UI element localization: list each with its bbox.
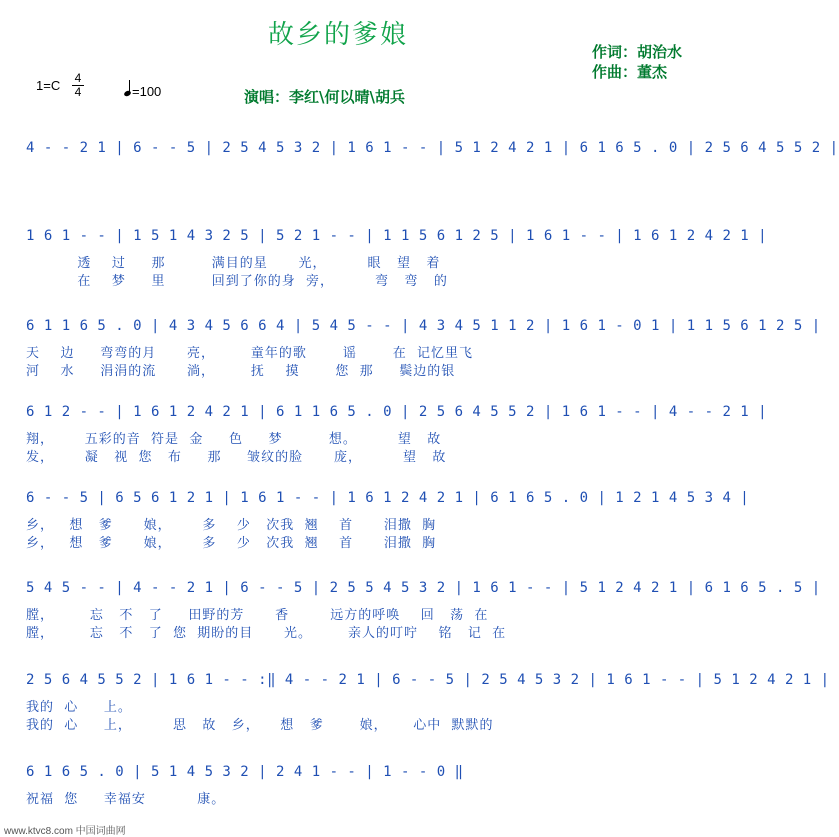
lyric-line: 我的 心 上， 思 故 乡， 想 爹 娘， 心中 默默的 [26, 718, 494, 733]
credits [592, 42, 682, 82]
notation-line: 4 - - 2 1 | 6 - - 5 | 2 5 4 5 3 2 | 1 6 1 - - | 5 1 2 4 2 1 | 6 1 6 5 . 0 | 2 5 6 4 5 5 2 | [26, 140, 839, 156]
time-top: 4 [74, 71, 82, 85]
lyric-line: 天 边 弯弯的月 亮， 童年的歌 谣 在 记忆里飞 [26, 346, 474, 361]
lyric-line: 河 水 涓涓的流 淌， 抚 摸 您 那 鬓边的银 [26, 364, 456, 379]
notation-line: 6 1 2 - - | 1 6 1 2 4 2 1 | 6 1 1 6 5 . 0 | 2 5 6 4 5 5 2 | 1 6 1 - - | 4 - - 2 1 | [26, 404, 768, 420]
lyric-line: 发， 凝 视 您 布 那 皱纹的脸 庞， 望 故 [26, 450, 447, 465]
quarter-note-icon [123, 90, 131, 97]
notation-line: 6 1 1 6 5 . 0 | 4 3 4 5 6 6 4 | 5 4 5 - - | 4 3 4 5 1 1 2 | 1 6 1 - 0 1 | 1 1 5 6 1 2 5 | [26, 318, 821, 334]
notation-line: 5 4 5 - - | 4 - - 2 1 | 6 - - 5 | 2 5 5 4 5 3 2 | 1 6 1 - - | 5 1 2 4 2 1 | 6 1 6 5 . 5 | [26, 580, 821, 596]
notation-line: 6 - - 5 | 6 5 6 1 2 1 | 1 6 1 - - | 1 6 1 2 4 2 1 | 6 1 6 5 . 0 | 1 2 1 4 5 3 4 | [26, 490, 750, 506]
footer-watermark: www.ktvc8.com 中国词曲网 [4, 826, 126, 837]
key-signature: 1=C [36, 78, 61, 93]
lyric-line: 乡， 想 爹 娘， 多 少 次我 翘 首 泪撒 胸 [26, 518, 437, 533]
singers: 演唱：李红\何以晴\胡兵 [244, 88, 405, 106]
lyric-line: 祝福 您 幸福安 康。 [26, 792, 226, 807]
tempo-marking [124, 84, 161, 99]
notation-line: 6 1 6 5 . 0 | 5 1 4 5 3 2 | 2 4 1 - - | 1 - - 0 ‖ [26, 764, 464, 780]
notation-line: 2 5 6 4 5 5 2 | 1 6 1 - - :‖ 4 - - 2 1 | 6 - - 5 | 2 5 4 5 3 2 | 1 6 1 - - | 5 1 2 4 2 1 | [26, 672, 830, 688]
lyricist: 作词：胡治水 [592, 43, 683, 61]
lyric-line: 乡， 想 爹 娘， 多 少 次我 翘 首 泪撒 胸 [26, 536, 437, 551]
lyric-line: 膛， 忘 不 了 田野的芳 香 远方的呼唤 回 荡 在 [26, 608, 489, 623]
lyric-line: 在 梦 里 回到了你的身 旁， 弯 弯 的 [26, 274, 448, 289]
lyric-line: 翔， 五彩的音 符是 金 色 梦 想。 望 故 [26, 432, 442, 447]
lyric-line: 膛， 忘 不 了 您 期盼的目 光。 亲人的叮咛 铭 记 在 [26, 626, 507, 641]
lyric-line: 我的 心 上。 [26, 700, 132, 715]
lyric-line: 透 过 那 满目的星 光， 眼 望 着 [26, 256, 441, 271]
time-bottom: 4 [72, 85, 84, 99]
song-title: 故乡的爹娘 [268, 20, 409, 50]
notation-line: 1 6 1 - - | 1 5 1 4 3 2 5 | 5 2 1 - - | 1 1 5 6 1 2 5 | 1 6 1 - - | 1 6 1 2 4 2 1 | [26, 228, 768, 244]
composer: 作曲：董杰 [592, 63, 668, 81]
note-stem [129, 80, 130, 92]
time-signature [72, 72, 84, 99]
tempo-value: =100 [132, 84, 162, 99]
